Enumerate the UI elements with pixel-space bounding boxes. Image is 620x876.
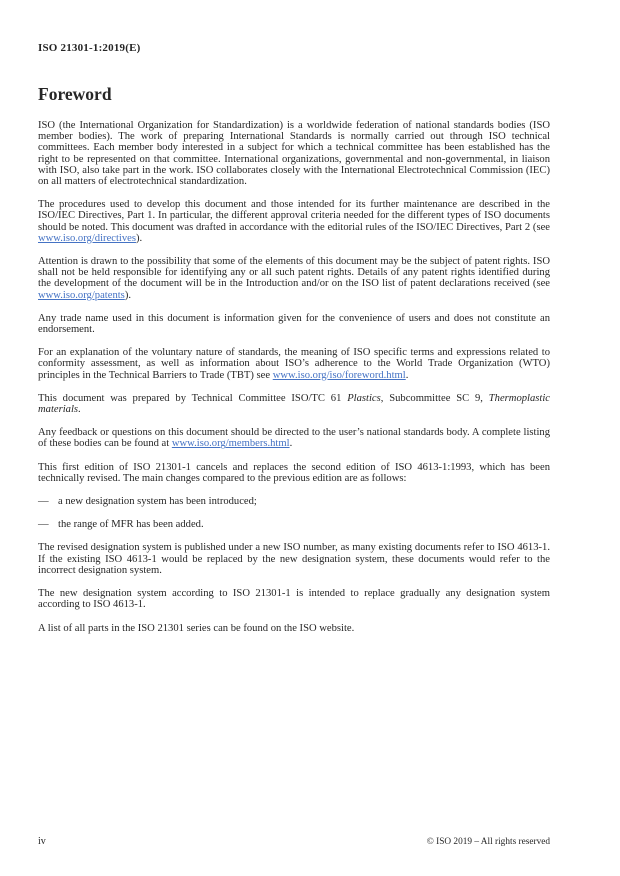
text-run: For an explanation of the voluntary nature of standards, the meaning of ISO specific terms and expressions related to conformity assessment, as well as information about ISO’s adherence to the World Trade Organization (WTO) principles in the Technical Barriers to Trade (TBT) see — [38, 347, 550, 381]
paragraph — [38, 199, 550, 244]
paragraph-text — [38, 313, 550, 335]
hyperlink[interactable]: www.iso.org/members.html — [171, 438, 290, 450]
text-run: Thermoplastic materials — [38, 392, 550, 416]
page-footer — [38, 836, 550, 847]
text-run: Attention is drawn to the possibility that some of the elements of this document may be the subject of patent rights. ISO shall not be held responsible for identifying any or all such patent rights. Details of any patent rights identified during the development of the document will be in the Introduction and/or on the ISO list of patent declarations received (see — [38, 256, 550, 290]
paragraph — [38, 588, 550, 610]
text-run: The revised designation system is published under a new ISO number, as many existing documents refer to ISO 4613-1. If the existing ISO 4613-1 would be replaced by the new designation system, these documents would refer to the incorrect designation system. — [38, 542, 550, 576]
paragraph — [38, 256, 550, 301]
paragraph — [38, 313, 550, 335]
paragraph-text — [38, 199, 550, 244]
paragraph — [38, 542, 550, 576]
page-number: iv — [38, 836, 46, 847]
bullet-dash: — — [38, 519, 49, 531]
paragraph-text — [38, 120, 550, 187]
list-item-text — [58, 496, 257, 507]
list-item-text — [58, 519, 204, 530]
text-run: Plastics — [347, 392, 381, 404]
copyright-notice: © ISO 2019 – All rights reserved — [426, 837, 550, 847]
document-reference-header: ISO 21301-1:2019(E) — [38, 42, 141, 54]
text-run: ISO (the International Organization for Standardization) is a worldwide federation of national standards bodies (ISO member bodies). The work of preparing International Standards is normally carried out through ISO technical committees. Each member body interested in a subject for which a technical committee has been established has the right to be represented on that committee. International organizations, governmental and non-governmental, in liaison with ISO, also take part in the work. ISO collaborates closely with the International Electrotechnical Commission (IEC) on all matters of electrotechnical standardization. — [38, 120, 550, 188]
text-run: , Subcommittee SC 9, — [380, 392, 489, 404]
paragraph-text — [38, 256, 550, 301]
text-run: Any trade name used in this document is information given for the convenience of users and does not constitute an endorsement. — [38, 312, 550, 336]
text-run: The procedures used to develop this document and those intended for its further maintenance are described in the ISO/IEC Directives, Part 1. In particular, the different approval criteria needed for the different types of ISO documents should be noted. This document was drafted in accordance with the editorial rules of the ISO/IEC Directives, Part 2 (see — [38, 199, 550, 233]
text-run: This document was prepared by Technical Committee ISO/TC 61 — [38, 392, 348, 404]
paragraph-text — [38, 588, 550, 610]
list-item — [38, 519, 550, 530]
paragraph — [38, 393, 550, 415]
paragraph — [38, 623, 550, 634]
text-run: ). — [135, 232, 143, 244]
paragraph — [38, 120, 550, 187]
text-run: ). — [124, 289, 131, 301]
paragraph — [38, 427, 550, 449]
paragraph-text — [38, 427, 550, 449]
text-run: a new designation system has been introduced; — [58, 496, 257, 508]
text-run: This first edition of ISO 21301-1 cancels and replaces the second edition of ISO 4613-1:1993, which has been technically revised. The main changes compared to the previous edition are as follows: — [38, 461, 550, 484]
text-run: . — [289, 438, 293, 450]
text-run: . — [405, 369, 409, 381]
text-run: Any feedback or questions on this document should be directed to the user’s national standards body. A complete listing of these bodies can be found at — [38, 427, 550, 450]
hyperlink[interactable]: www.iso.org/iso/foreword.html — [272, 369, 406, 381]
text-run: A list of all parts in the ISO 21301 series can be found on the ISO website. — [38, 622, 355, 634]
text-run: the range of MFR has been added. — [58, 519, 204, 531]
text-run: The new designation system according to ISO 21301-1 is intended to replace gradually any designation system according to ISO 4613-1. — [38, 588, 550, 611]
page-title: Foreword — [38, 84, 112, 104]
hyperlink[interactable]: www.iso.org/directives — [38, 232, 136, 244]
paragraph — [38, 347, 550, 381]
paragraph — [38, 462, 550, 484]
paragraph-text — [38, 623, 354, 634]
list-item — [38, 496, 550, 507]
text-run: . — [78, 404, 81, 416]
bullet-dash: — — [38, 496, 49, 508]
hyperlink[interactable]: www.iso.org/patents — [38, 289, 125, 301]
paragraph-text — [38, 393, 550, 415]
paragraph-text — [38, 347, 550, 380]
paragraph-text — [38, 462, 550, 484]
foreword-content — [38, 120, 550, 646]
paragraph-text — [38, 542, 550, 575]
